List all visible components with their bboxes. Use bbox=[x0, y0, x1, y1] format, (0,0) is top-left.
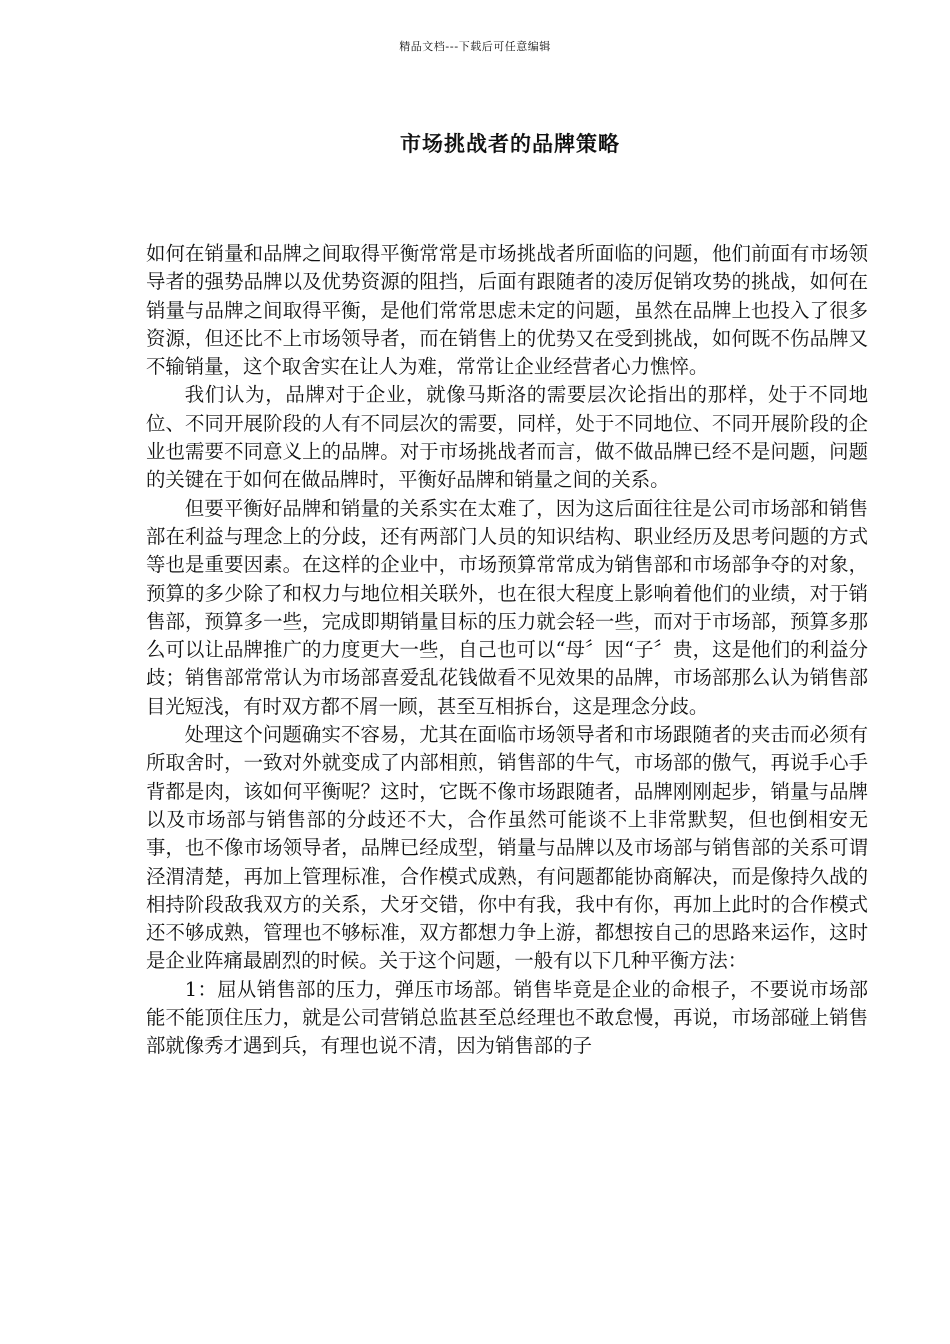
document-title: 市场挑战者的品牌策略 bbox=[400, 132, 620, 156]
header-note: 精品文档---下载后可任意编辑 bbox=[399, 40, 551, 53]
title-container bbox=[0, 128, 950, 158]
paragraph-4: 处理这个问题确实不容易，尤其在面临市场领导者和市场跟随者的夹击而必须有所取舍时，一致对外就变成了内部相煎，销售部的牛气，市场部的傲气，再说手心手背都是肉，该如何平衡呢？这时，它既不像市场跟随者，品牌刚刚起步，销量与品牌以及市场部与销售部的分歧还不大，合作虽然可能谈不上非常默契，但也倒相安无事，也不像市场领导者，品牌已经成型，销量与品牌以及市场部与销售部的关系可谓泾渭清楚，再加上管理标准，合作模式成熟，有问题都能协商解决，而是像持久战的相持阶段敌我双方的关系，犬牙交错，你中有我，我中有你，再加上此时的合作模式还不够成熟，管理也不够标准，双方都想力争上游，都想按自己的思路来运作，这时是企业阵痛最剧烈的时候。关于这个问题，一般有以下几种平衡方法： bbox=[146, 723, 868, 973]
paragraph-2: 我们认为，品牌对于企业，就像马斯洛的需要层次论指出的那样，处于不同地位、不同开展阶段的人有不同层次的需要，同样，处于不同地位、不同开展阶段的企业也需要不同意义上的品牌。对于市场挑战者而言，做不做品牌已经不是问题，问题的关键在于如何在做品牌时，平衡好品牌和销量之间的关系。 bbox=[146, 383, 868, 492]
paragraph-3: 但要平衡好品牌和销量的关系实在太难了，因为这后面往往是公司市场部和销售部在利益与理念上的分歧，还有两部门人员的知识结构、职业经历及思考问题的方式等也是重要因素。在这样的企业中，市场预算常常成为销售部和市场部争夺的对象，预算的多少除了和权力与地位相关联外，也在很大程度上影响着他们的业绩，对于销售部，预算多一些，完成即期销量目标的压力就会轻一些，而对于市场部，预算多那么可以让品牌推广的力度更大一些，自己也可以“母〞因“子〞贵，这是他们的利益分歧；销售部常常认为市场部喜爱乱花钱做看不见效果的品牌，市场部那么认为销售部目光短浅，有时双方都不屑一顾，甚至互相拆台，这是理念分歧。 bbox=[146, 496, 868, 718]
document-body bbox=[146, 240, 868, 1061]
paragraph-5: 1：屈从销售部的压力，弹压市场部。销售毕竟是企业的命根子，不要说市场部能不能顶住压力，就是公司营销总监甚至总经理也不敢怠慢，再说，市场部碰上销售部就像秀才遇到兵，有理也说不清，因为销售部的子 bbox=[146, 977, 868, 1058]
paragraph-1: 如何在销量和品牌之间取得平衡常常是市场挑战者所面临的问题，他们前面有市场领导者的强势品牌以及优势资源的阻挡，后面有跟随者的凌厉促销攻势的挑战，如何在销量与品牌之间取得平衡，是他们常常思虑未定的问题，虽然在品牌上也投入了很多资源，但还比不上市场领导者，而在销售上的优势又在受到挑战，如何既不伤品牌又不输销量，这个取舍实在让人为难，常常让企业经营者心力憔悴。 bbox=[146, 242, 868, 379]
